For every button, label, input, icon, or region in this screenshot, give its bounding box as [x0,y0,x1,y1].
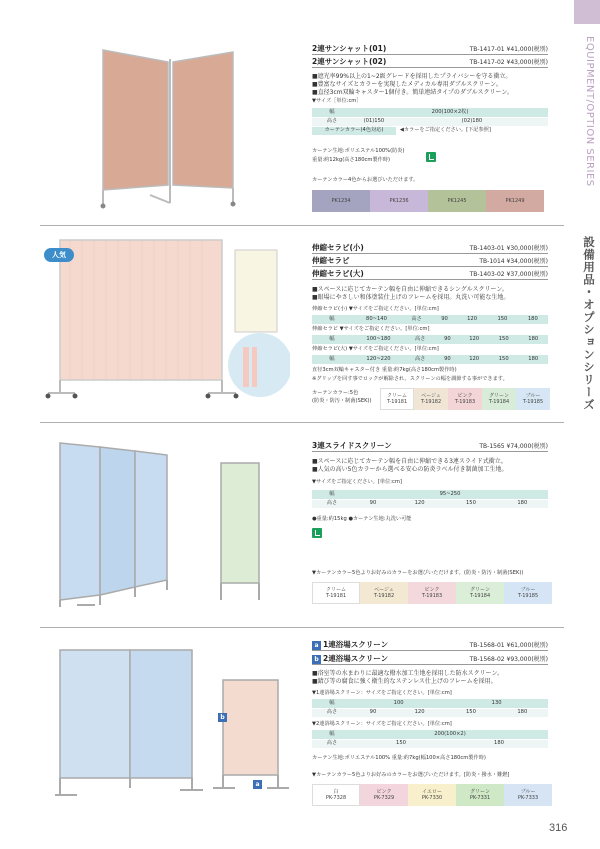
product-row-bath-2 [312,654,548,665]
color-swatch [360,582,408,604]
swatch-code: PK-7331 [469,795,491,801]
recommend-icon [426,152,436,162]
color-swatch [408,582,456,604]
description-line: ■遮光率99%以上の1~2級グレードを採用したプライバシーを守る衝立。 [312,73,512,80]
width-label: 幅 [312,335,352,344]
color-swatch [504,582,552,604]
product-code-price: TB-1417-01 ¥41,000(税別) [469,46,548,54]
size-table [312,108,548,136]
product-name: 1連浴場スクリーン [323,640,389,649]
fabric-spec: カーテン生地:ポリエステル100%(防炎) [312,148,405,154]
product-name-group [312,640,388,650]
description-line: ■豊富なサイズとカラーを実現したメディカル専用ダブルスクリーン。 [312,80,502,88]
description-line: ■錆び等の腐食に強く衛生的なステンレス仕上げのフレームを採用。 [312,677,497,685]
size-label: ▼サイズ［単位:cm］ [312,98,362,104]
product-photo-bath-screen [55,640,290,800]
color-swatch [360,784,408,806]
description-line: ■人気の高い5色カラーから選べる安心の防炎ラベル付き制菌加工生地。 [312,465,508,473]
width-value: 200(100×2) [352,730,548,739]
product-name: 2連浴場スクリーン [323,654,389,663]
color-swatch [370,190,428,212]
caster-weight-note: 直径3cm双輪キャスター付き 重量:約7kg(高さ180cm製作時) [312,367,457,373]
swatch-code: PK1234 [331,197,351,204]
width-value: 120~220 [352,355,405,364]
swatch-name: ベージュ [421,392,441,399]
size-label: ▼サイズをご指定ください。[単位:cm] [312,479,402,485]
height-label: 高さ [405,335,435,344]
size-table [312,335,548,345]
series-title-en: EQUIPMENT/OPTION SERIES [584,36,595,187]
swatch-code: T-19185 [522,399,544,405]
width-value: 200(100×2枚) [352,108,548,117]
width-label: 幅 [312,315,352,324]
swatch-code: T-19183 [454,399,476,405]
page-number: 316 [549,822,568,834]
fabric-weight-spec: カーテン生地:ポリエステル100% 重量:約7kg(幅100×高さ180cm製作時) [312,755,486,761]
height-value: 150 [487,315,517,324]
size-table [312,730,548,749]
product-a-marker: a [253,780,262,789]
swatch-code: T-19182 [373,593,395,599]
swatch-name: 白 [333,788,339,795]
height-label: 高さ [312,739,352,748]
product-description [312,73,554,96]
product-photo-therapy [40,235,290,405]
product-name: 伸縮セラピ [312,256,350,266]
height-value: 120 [459,355,489,364]
width-label: 幅 [312,699,352,708]
swatch-code: PK1236 [389,197,409,204]
size-label: 伸縮セラピ(大) ▼サイズをご指定ください。[単位:cm] [312,346,439,352]
height-value: 90 [352,708,394,717]
swatch-code: T-19183 [421,593,443,599]
color-swatch [456,784,504,806]
height-value: 180 [518,315,548,324]
height-value: 180 [518,355,548,364]
size-table [312,490,548,509]
product-description [312,458,554,474]
swatch-name: ベージュ [374,586,394,593]
swatch-name: ピンク [457,392,473,399]
swatch-name: イエロー [422,788,442,795]
swatch-code: PK1249 [505,197,525,204]
height-label: 高さ [405,355,435,364]
color-swatch [408,784,456,806]
width-value: 130 [445,699,548,708]
height-label: 高さ [312,708,352,717]
swatch-code: PK-7329 [373,795,395,801]
product-row-therapy [312,256,548,267]
width-label: 幅 [312,355,352,364]
color-note: ◀カラーをご指定ください。[下記参照] [396,126,548,135]
product-code-price: TB-1417-02 ¥43,000(税別) [469,59,548,67]
product-b-tag: b [312,655,321,664]
size-label: ▼2連浴場スクリーン：サイズをご指定ください。[単位:cm] [312,721,452,727]
swatch-name: グリーン [489,392,509,399]
swatch-name: ブルー [520,788,536,795]
swatch-name: ブルー [520,586,536,593]
color-swatch [312,784,360,806]
height-value: 120 [394,499,445,508]
swatch-code: T-19184 [469,593,491,599]
section-divider [40,225,564,226]
color-features-label: (防炎・防汚・制菌(SEK)) [312,398,372,404]
size-table [312,315,548,325]
height-value: 90 [432,315,457,324]
product-name: 2連サンシャット(01) [312,44,387,54]
weight-spec: 重量:約12kg(高さ180cm製作時) [312,157,391,163]
product-name-group [312,654,388,664]
product-a-tag: a [312,641,321,650]
color-swatch [486,190,544,212]
color-swatch [312,582,360,604]
height-label: 高さ [312,499,352,508]
description-line: ■直径3cm双輪キャスター1個付き。簡単連結タイプのダブルスクリーン。 [312,88,513,96]
swatch-code: PK1245 [447,197,467,204]
description-line: ■スペースに応じてカーテン幅を自由に伸縮できるシングルスクリーン。 [312,286,508,293]
swatch-name: ピンク [424,586,440,593]
product-code-price: TB-1403-01 ¥30,000(税別) [469,245,548,253]
sidebar-accent [574,0,600,24]
height-label: 高さ [312,117,352,126]
product-name: 伸縮セラピ(小) [312,243,364,253]
width-label: 幅 [312,730,352,739]
color-swatch [504,784,552,806]
height-value: 90 [435,355,459,364]
description-line: ■眼場にやさしい和体塗装仕上げのフレームを採用。丸洗い可能な生地。 [312,293,510,301]
product-photo-sunshut [95,45,245,210]
height-value: 150 [489,355,519,364]
swatch-code: PK-7328 [325,795,347,801]
product-code-price: TB-1014 ¥34,000(税別) [479,258,548,266]
product-name: 2連サンシャット(02) [312,57,387,67]
product-name: 伸縮セラピ(大) [312,269,364,279]
color-swatch [448,388,482,410]
swatch-name: ブルー [525,392,541,399]
swatch-name: クリーム [325,586,346,593]
product-code-price: TB-1568-01 ¥61,000(税別) [469,642,548,650]
color-swatch [482,388,516,410]
product-row-bath-1 [312,640,548,651]
colors-note: ▼カーテンカラー5色よりお好みのカラーをお選びいただけます。[防炎・撥水・難燃] [312,772,510,778]
product-description [312,286,554,302]
grip-note: ※グリップを回す事でロックが解除され、スクリーンの幅を調節する事ができます。 [312,376,508,382]
height-value: 150 [445,499,496,508]
height-value: 150 [352,739,450,748]
width-label: 幅 [312,108,352,117]
height-value: 120 [459,335,489,344]
height-value: 150 [445,708,496,717]
product-code-price: TB-1568-02 ¥93,000(税別) [469,656,548,664]
series-title-ja: 設備用品・オプションシリーズ [582,236,596,411]
height-value: 120 [457,315,487,324]
color-swatch [312,190,370,212]
product-b-marker: b [218,713,227,722]
height-value: 90 [435,335,459,344]
weight-fabric-spec: ●重量:約15kg ●カーテン生地:丸洗い可能 [312,516,412,522]
color-swatch [414,388,448,410]
height-02: (02)180 [396,117,548,126]
color-count-label: カーテンカラー:5色 [312,390,359,396]
product-row-therapy-large [312,269,548,280]
height-value: 90 [352,499,394,508]
section-divider [40,422,564,423]
product-description [312,670,554,686]
height-value: 180 [518,335,548,344]
product-name: 3連スライドスクリーン [312,441,392,451]
size-label: 伸縮セラピ ▼サイズをご指定ください。[単位:cm] [312,326,430,332]
width-value: 100~180 [352,335,405,344]
color-swatch [428,190,486,212]
product-row-3-slide-screen [312,441,548,452]
popular-badge: 人気 [44,248,74,262]
width-value: 95~250 [352,490,548,499]
height-value: 180 [497,499,548,508]
width-value: 100 [352,699,445,708]
width-value: 80~140 [352,315,401,324]
height-value: 120 [394,708,445,717]
recommend-icon [312,528,322,538]
description-line: ■スペースに応じてカーテン幅を自由に伸縮できる3連スライド式衝立。 [312,458,507,465]
size-label: 伸縮セラピ(小) ▼サイズをご指定ください。[単位:cm] [312,306,439,312]
height-label: 高さ [401,315,432,324]
height-01: (01)150 [352,117,396,126]
swatch-code: PK-7330 [421,795,443,801]
description-line: ■浴室等の水まわりに最適な撥水加工生地を採用した防水スクリーン。 [312,670,504,677]
size-table [312,355,548,365]
product-row-therapy-small [312,243,548,254]
size-label: ▼1連浴場スクリーン：サイズをご指定ください。[単位:cm] [312,690,452,696]
color-swatch [380,388,414,410]
height-value: 150 [489,335,519,344]
color-label: カーテンカラー(4色対応) [312,126,396,135]
product-photo-3-slide-screen [55,435,265,610]
section-divider [40,627,564,628]
swatch-name: クリーム [386,392,407,399]
swatch-code: T-19181 [386,399,408,405]
product-row-sunshut-02 [312,57,548,68]
swatch-code: T-19181 [325,593,347,599]
swatch-code: PK-7333 [517,795,539,801]
colors-note: ▼カーテンカラー5色よりお好みのカラーをお選びいただけます。(防炎・防汚・制菌(SEK)) [312,570,524,576]
size-table [312,699,548,718]
width-label: 幅 [312,490,352,499]
swatch-name: グリーン [470,788,490,795]
height-value: 180 [497,708,548,717]
swatch-code: T-19182 [420,399,442,405]
swatch-code: T-19185 [517,593,539,599]
color-swatch [456,582,504,604]
swatch-name: グリーン [470,586,490,593]
color-swatch [516,388,550,410]
product-code-price: TB-1565 ¥74,000(税別) [479,443,548,451]
product-row-sunshut-01 [312,44,548,55]
colors-note: カーテンカラー4色からお選びいただけます。 [312,177,419,183]
swatch-code: T-19184 [488,399,510,405]
swatch-name: ピンク [376,788,392,795]
product-code-price: TB-1403-02 ¥37,000(税別) [469,271,548,279]
height-value: 180 [450,739,548,748]
